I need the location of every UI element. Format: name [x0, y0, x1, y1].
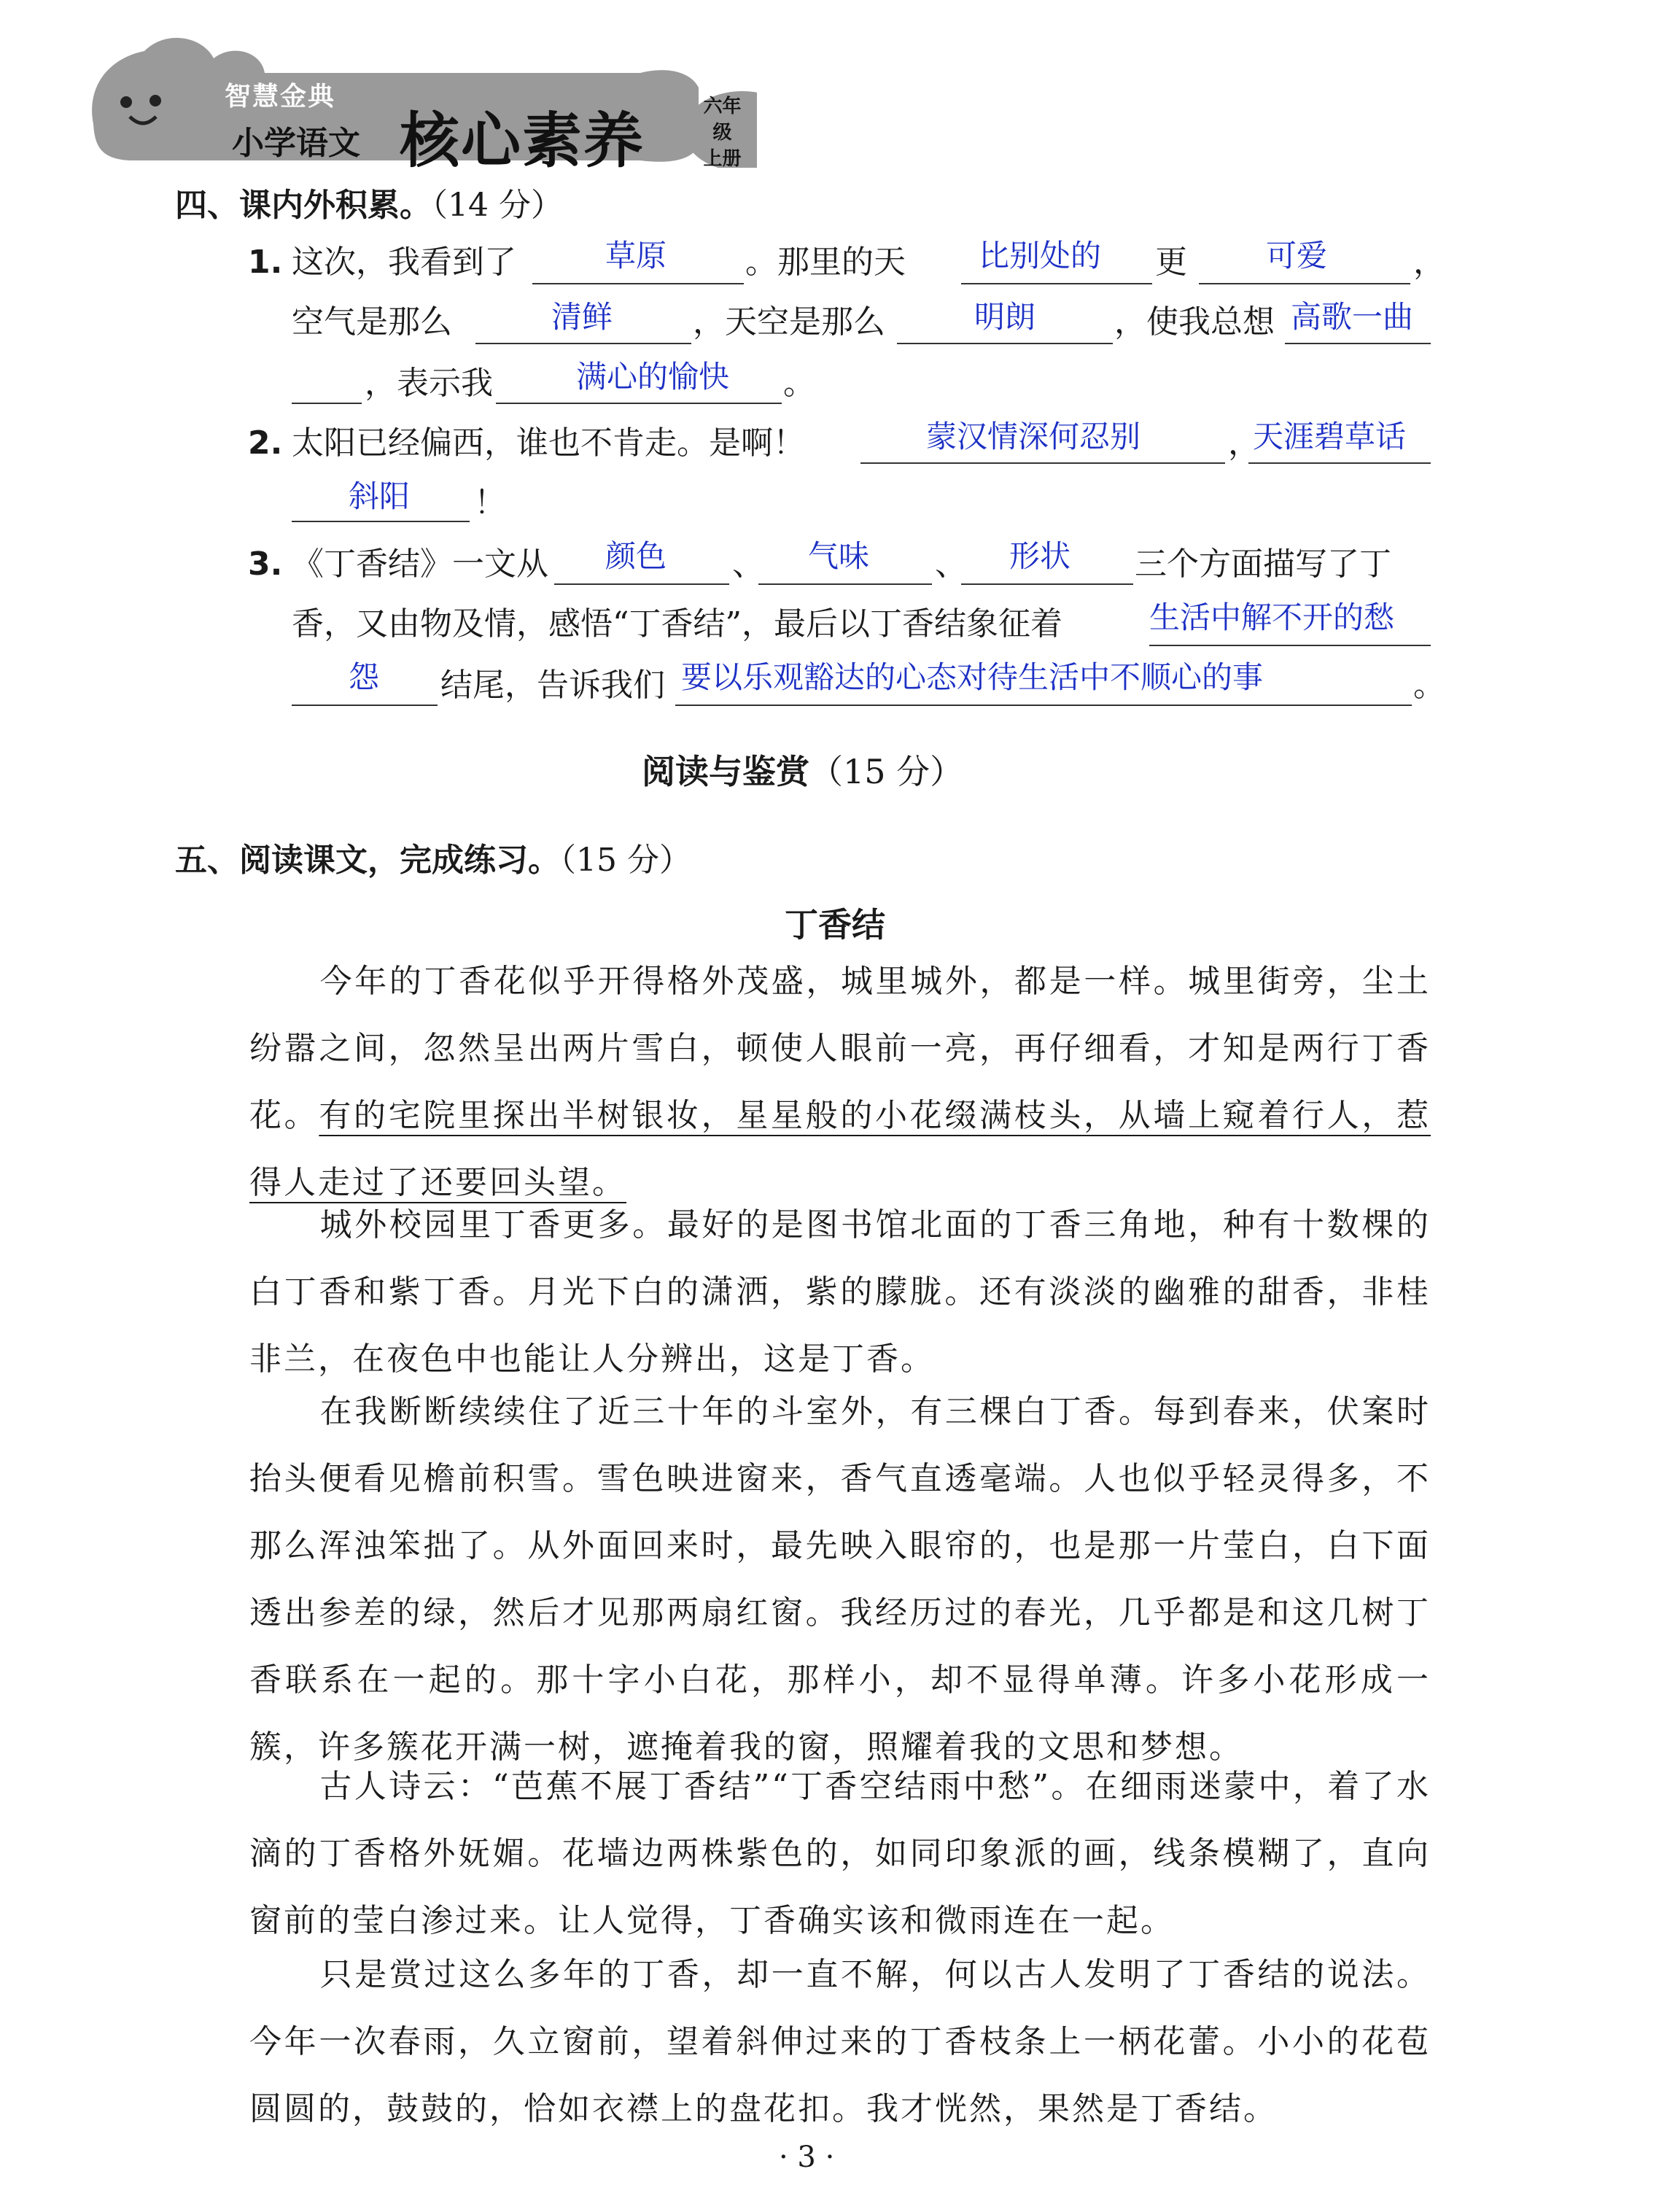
brand-top-label: 智慧金典 [225, 82, 336, 112]
q3-answer-3: 形状 [1009, 538, 1071, 574]
q1-answer-4: 清鲜 [551, 299, 613, 335]
q1-blank-2 [961, 283, 1152, 284]
passage-paragraph-1 [249, 948, 1431, 1216]
q2-blank-2 [1248, 462, 1431, 464]
passage-paragraph-4 [249, 1753, 1431, 1955]
q2-blank-1 [860, 462, 1225, 464]
volume-label: 上册 [703, 148, 742, 170]
reading-score: （15 分） [809, 752, 964, 791]
q1-blank-1 [532, 283, 744, 284]
q3-text-3: 、 [935, 546, 967, 583]
q1-text-3: 更 [1155, 244, 1187, 281]
section5-score: （15 分） [560, 842, 691, 879]
q3-answer-2: 气味 [808, 538, 870, 574]
q2-answer-2: 天涯碧草话 [1253, 419, 1407, 454]
q1-answer-2: 比别处的 [979, 238, 1102, 273]
reading-section-title [642, 750, 963, 793]
section4-title: 四、课内外积累。 [175, 187, 432, 224]
paragraph-3-text: 在我断断续续住了近三十年的斗室外，有三棵白丁香。每到春来，伏案时抬头便看见檐前积雪。雪色映进窗来，香气直透毫端。人也似乎轻灵得多，不那么浑浊笨拙了。从外面回来时，最先映入眼帘的，也是那一片莹白，白下面透出参差的绿，然后才见那两扇红窗。我经历过的春光，几乎都是和这几树丁香联系在一起的。那十字小白花，那样小，却不显得单薄。许多小花形成一簇，许多簇花开满一树，遮掩着我的窗，照耀着我的文思和梦想。 [249, 1393, 1431, 1766]
paragraph-4-text: 古人诗云：“芭蕉不展丁香结”“丁香空结雨中愁”。在细雨迷蒙中，着了水滴的丁香格外妩媚。花墙边两株紫色的，如同印象派的画，线条模糊了，直向窗前的莹白渗过来。让人觉得，丁香确实该和微雨连在一起。 [249, 1768, 1431, 1939]
q2-text-2: ， [1228, 424, 1260, 462]
q1-blank-5 [897, 343, 1113, 344]
section5-heading [175, 839, 691, 882]
q3-text-6: 结尾，告诉我们 [440, 667, 665, 704]
q3-blank-4 [1149, 645, 1431, 646]
q3-number: 3. [248, 546, 283, 583]
q1-text-5: 空气是那么 [292, 303, 452, 341]
q1-answer-7: 满心的愉快 [576, 359, 730, 395]
q1-blank-6-cont [292, 403, 362, 404]
passage-paragraph-2 [249, 1192, 1431, 1393]
q1-text-2: 。那里的天 [745, 244, 906, 281]
q2-answer-3: 斜阳 [349, 478, 411, 514]
underlined-sentence: 有的宅院里探出半树银妆，星星般的小花缀满枝头，从墙上窥着行人，惹得人走过了还要回头望。 [249, 1097, 1431, 1201]
passage-paragraph-3 [249, 1378, 1431, 1781]
q3-text-5: 香，又由物及情，感悟“丁香结”，最后以丁香结象征着 [292, 605, 1062, 643]
q3-answer-5: 怨 [349, 659, 380, 695]
q1-answer-1: 草原 [605, 238, 667, 273]
paragraph-1-text: 今年的丁香花似乎开得格外茂盛，城里城外，都是一样。城里街旁，尘土纷嚣之间，忽然呈出两片雪白，顿使人眼前一亮，再仔细看，才知是两行丁香花。 [249, 963, 1431, 1134]
section5-title: 五、阅读课文，完成练习。 [175, 842, 560, 879]
passage-title: 丁香结 [785, 905, 885, 944]
q3-answer-1: 颜色 [605, 538, 667, 574]
q3-blank-4-cont [292, 705, 438, 706]
q1-text-6: ，天空是那么 [693, 303, 885, 341]
reading-title: 阅读与鉴赏 [642, 752, 809, 791]
section4-heading [175, 184, 563, 228]
q2-number: 2. [248, 424, 283, 462]
paragraph-2-text: 城外校园里丁香更多。最好的是图书馆北面的丁香三角地，种有十数棵的白丁香和紫丁香。月光下白的潇洒，紫的朦胧。还有淡淡的幽雅的甜香，非桂非兰，在夜色中也能让人分辨出，这是丁香。 [249, 1206, 1431, 1378]
q3-blank-3 [961, 583, 1133, 585]
q1-answer-3: 可爱 [1266, 238, 1328, 273]
section4-score: （14 分） [432, 187, 563, 224]
brand-title: 核心素养 [400, 106, 645, 176]
q3-text-2: 、 [732, 546, 764, 583]
q2-text-3: ！ [474, 484, 506, 521]
page-number: · 3 · [779, 2141, 835, 2174]
q1-text-8: ，表示我 [365, 365, 493, 402]
q3-text-4: 三个方面描写了丁 [1135, 546, 1391, 583]
q1-text-1: 这次，我看到了 [292, 244, 516, 281]
q2-blank-2-cont [292, 521, 470, 522]
q3-blank-1 [554, 583, 729, 585]
q1-blank-6 [1285, 343, 1431, 344]
q1-number: 1. [248, 244, 283, 281]
book-header [86, 29, 750, 176]
q3-answer-4: 生活中解不开的愁 [1149, 599, 1395, 635]
q3-answer-6: 要以乐观豁达的心态对待生活中不顺心的事 [681, 659, 1264, 695]
q1-text-4: ， [1413, 244, 1445, 281]
q2-answer-1: 蒙汉情深何忍别 [926, 419, 1141, 454]
q1-blank-3 [1199, 283, 1410, 284]
brand-subject: 小学语文 [232, 125, 360, 162]
grade-badge [695, 93, 750, 172]
q1-answer-5: 明朗 [974, 299, 1036, 335]
paragraph-5-text: 只是赏过这么多年的丁香，却一直不解，何以古人发明了丁香结的说法。今年一次春雨，久立窗前，望着斜伸过来的丁香枝条上一柄花蕾。小小的花苞圆圆的，鼓鼓的，恰如衣襟上的盘花扣。我才恍然，果然是丁香结。 [249, 1956, 1431, 2127]
q1-text-9: 。 [783, 365, 815, 402]
grade-label: 六年级 [703, 96, 742, 144]
q3-text-1: 《丁香结》一文从 [292, 546, 548, 583]
q3-blank-5 [675, 705, 1412, 706]
q2-text-1: 太阳已经偏西，谁也不肯走。是啊！ [292, 424, 805, 462]
q1-blank-7 [496, 403, 782, 404]
q3-text-7: 。 [1413, 667, 1445, 704]
q1-answer-6: 高歌一曲 [1291, 299, 1414, 335]
passage-paragraph-5 [249, 1941, 1431, 2143]
q1-text-7: ，使我总想 [1114, 303, 1275, 341]
q3-blank-2 [758, 583, 932, 585]
q1-blank-4 [475, 343, 691, 344]
